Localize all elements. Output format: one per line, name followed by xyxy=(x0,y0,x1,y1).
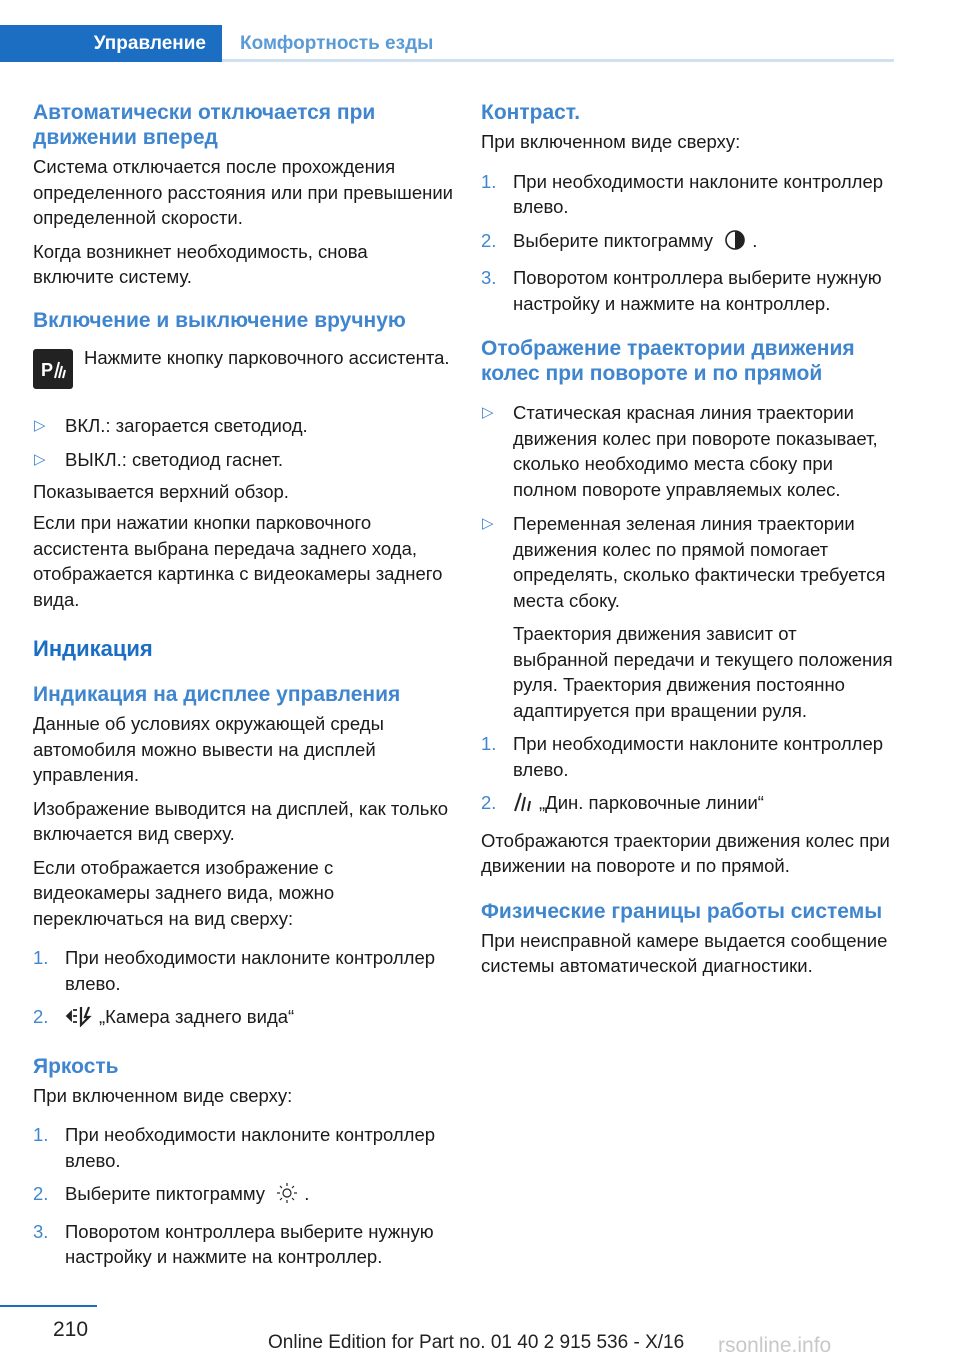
list-item-off: ▷ ВЫКЛ.: светодиод гаснет. xyxy=(33,447,453,473)
paragraph-display-2: Изображение выводится на дисплей, как только включается вид сверху. xyxy=(33,797,449,844)
heading-auto-off: Автоматически отключается при движении вперед xyxy=(33,101,376,149)
triangle-bullet-icon: ▷ xyxy=(482,515,494,532)
list-item-on: ▷ ВКЛ.: загорается светодиод. xyxy=(33,413,453,439)
tab-comfort[interactable] xyxy=(240,25,433,62)
tab-comfort-label: Комфортность езды xyxy=(240,32,434,54)
list-item: 3. Поворотом контроллера выберите нужную настройку и нажмите на контроллер. xyxy=(33,1220,434,1267)
list-item: 1. При необходимости наклоните контроллер влево. xyxy=(481,170,884,217)
heading-display: Индикация xyxy=(33,636,153,661)
brightness-icon xyxy=(276,1182,298,1211)
heading-limits: Физические границы работы системы xyxy=(481,899,883,923)
right-column xyxy=(481,100,897,979)
heading-display-control: Индикация на дисплее управления xyxy=(33,683,401,706)
triangle-bullet-icon: ▷ xyxy=(34,416,46,434)
heading-manual: Включение и выключение вручную xyxy=(33,308,406,332)
paragraph-variable-note: Траектория движения зависит от выбранной передачи и текущего положения руля. Траектория движения постоянно адаптируется при вращении руля. xyxy=(513,623,893,721)
list-item: 2. Выберите пиктограмму . xyxy=(33,1181,453,1211)
list-item-variable-line: ▷ Переменная зеленая линия траектории движения колес по прямой помогает определять, сколько фактически требуется места сбоку. xyxy=(482,513,886,611)
page-header xyxy=(0,0,960,62)
paragraph-limits: При неисправной камере выдается сообщение системы автоматической диагностики. xyxy=(481,929,888,976)
online-edition-text: Online Edition for Part no. 01 40 2 915 536 - X/16 xyxy=(268,1332,685,1353)
list-item: 1. При необходимости наклоните контроллер влево. xyxy=(33,1124,436,1171)
list-item: 1. При необходимости наклоните контроллер влево. xyxy=(33,947,436,994)
paragraph-brightness: При включенном виде сверху: xyxy=(33,1084,293,1106)
svg-text:P: P xyxy=(41,359,54,380)
list-item: 1. При необходимости наклоните контроллер влево. xyxy=(481,733,884,780)
paragraph-top-view: Показывается верхний обзор. xyxy=(33,480,289,502)
tab-control-label: Управление xyxy=(93,32,206,54)
rear-camera-icon xyxy=(65,1005,93,1034)
paragraph-paths-result: Отображаются траектории движения колес при движении на повороте и по прямой. xyxy=(481,829,890,876)
page-number: 210 xyxy=(53,1318,89,1341)
footer-divider xyxy=(0,1305,97,1307)
park-assist-button-icon xyxy=(33,349,73,389)
triangle-bullet-icon: ▷ xyxy=(482,404,494,421)
tab-control[interactable] xyxy=(0,25,222,62)
list-item: 2. „Камера заднего вида“ xyxy=(33,1004,453,1034)
paragraph-button: Нажмите кнопку парковочного ассистента. xyxy=(84,346,450,368)
paragraph-reverse: Если при нажатии кнопки парковочного ассистента выбрана передача заднего хода, отображается картинка с видеокамеры заднего вида. xyxy=(33,512,443,610)
header-divider xyxy=(222,59,894,62)
parking-lines-icon xyxy=(513,791,533,820)
triangle-bullet-icon: ▷ xyxy=(34,451,46,468)
button-instruction xyxy=(33,345,453,401)
list-item: 2. „Дин. парковочные линии“ xyxy=(481,790,897,820)
list-item-static-line: ▷ Статическая красная линия траектории движения колес при повороте показывает, сколько необходимо места сбоку при полном повороте управляемых колес. xyxy=(482,402,878,500)
paragraph-auto-off-2: Когда возникнет необходимость, снова включите систему. xyxy=(33,240,368,287)
list-item: 3. Поворотом контроллера выберите нужную настройку и нажмите на контроллер. xyxy=(481,267,882,314)
paragraph-contrast: При включенном виде сверху: xyxy=(481,131,741,152)
list-item: 2. Выберите пиктограмму . xyxy=(481,228,897,258)
heading-brightness: Яркость xyxy=(33,1054,119,1078)
watermark: rsonline.info xyxy=(718,1334,832,1357)
heading-contrast: Контраст. xyxy=(481,101,581,124)
contrast-icon xyxy=(724,229,746,258)
left-column xyxy=(33,100,453,1270)
paragraph-auto-off-1: Система отключается после прохождения определенного расстояния или при превышении определенной скорости. xyxy=(33,156,453,228)
paragraph-display-1: Данные об условиях окружающей среды автомобиля можно вывести на дисплей управления. xyxy=(33,713,384,785)
heading-paths: Отображение траектории движения колес при повороте и по прямой xyxy=(481,337,855,385)
paragraph-display-3: Если отображается изображение с видеокамеры заднего вида, можно переключаться на вид сверху: xyxy=(33,856,335,929)
